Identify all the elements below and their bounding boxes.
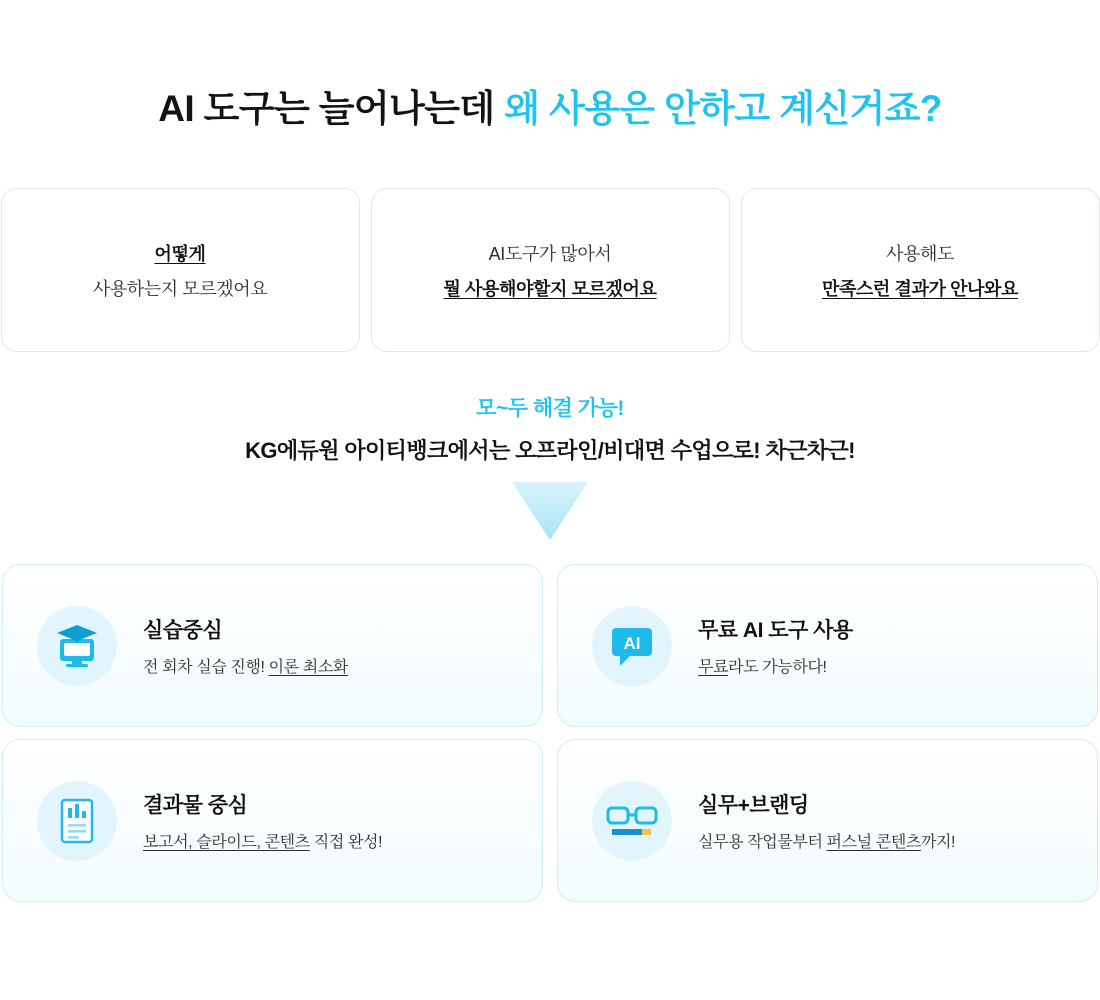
problem-card-row [0,188,1100,352]
solution-message [0,392,1100,465]
feature-title: 결과물 중심 [143,794,248,817]
feature-desc-underline: 퍼스널 콘텐츠 [826,834,921,851]
page-title-accent: 왜 사용은 안하고 계신거죠? [504,88,942,129]
feature-title: 실무+브랜딩 [698,794,809,817]
feature-desc [143,654,348,677]
feature-desc-plain: 실무용 작업물부터 [698,834,827,851]
feature-card [557,739,1098,902]
feature-card [2,739,543,902]
feature-card-grid [0,564,1100,902]
problem-line-2: 만족스런 결과가 안나와요 [821,278,1019,299]
feature-desc [143,829,382,852]
feature-desc-plain: 전 회차 실습 진행! [143,659,269,676]
feature-desc-tail: 라도 가능하다! [728,659,827,676]
document-chart-icon [37,781,117,861]
problem-card [371,188,730,352]
svg-text:AI: AI [623,633,641,653]
feature-desc-underline: 이론 최소화 [268,659,348,676]
ai-speech-bubble-icon [592,606,672,686]
page-title-dark: AI 도구는 늘어나는데 [158,88,505,129]
feature-card [557,564,1098,727]
feature-title: 실습중심 [143,619,223,642]
solution-headline: 모~두 해결 가능! [476,397,624,420]
feature-desc-underline: 무료 [698,659,729,676]
arrow-down-icon [508,480,592,542]
feature-title: 무료 AI 도구 사용 [698,619,853,642]
problem-line-2: 뭘 사용해야할지 모르겠어요 [443,278,657,299]
problem-line-2: 사용하는지 모르겠어요 [92,278,268,299]
problem-line-1: 어떻게 [154,243,206,264]
feature-text [143,789,382,852]
feature-text [698,614,853,677]
graduation-monitor-icon [37,606,117,686]
feature-text [143,614,348,677]
feature-text [698,789,955,852]
feature-card [2,564,543,727]
problem-card [741,188,1100,352]
solution-subline: KG에듀원 아이티뱅크에서는 오프라인/비대면 수업으로! 차근차근! [245,438,855,463]
feature-desc [698,829,955,852]
glasses-icon [592,781,672,861]
feature-desc-tail: 직접 완성! [309,834,383,851]
problem-line-1: AI도구가 많아서 [488,243,612,264]
feature-desc [698,654,853,677]
feature-desc-tail: 까지! [920,834,956,851]
problem-card [1,188,360,352]
page-title [0,78,1100,132]
problem-line-1: 사용해도 [886,243,954,264]
feature-desc-underline: 보고서, 슬라이드, 콘텐츠 [143,834,310,851]
